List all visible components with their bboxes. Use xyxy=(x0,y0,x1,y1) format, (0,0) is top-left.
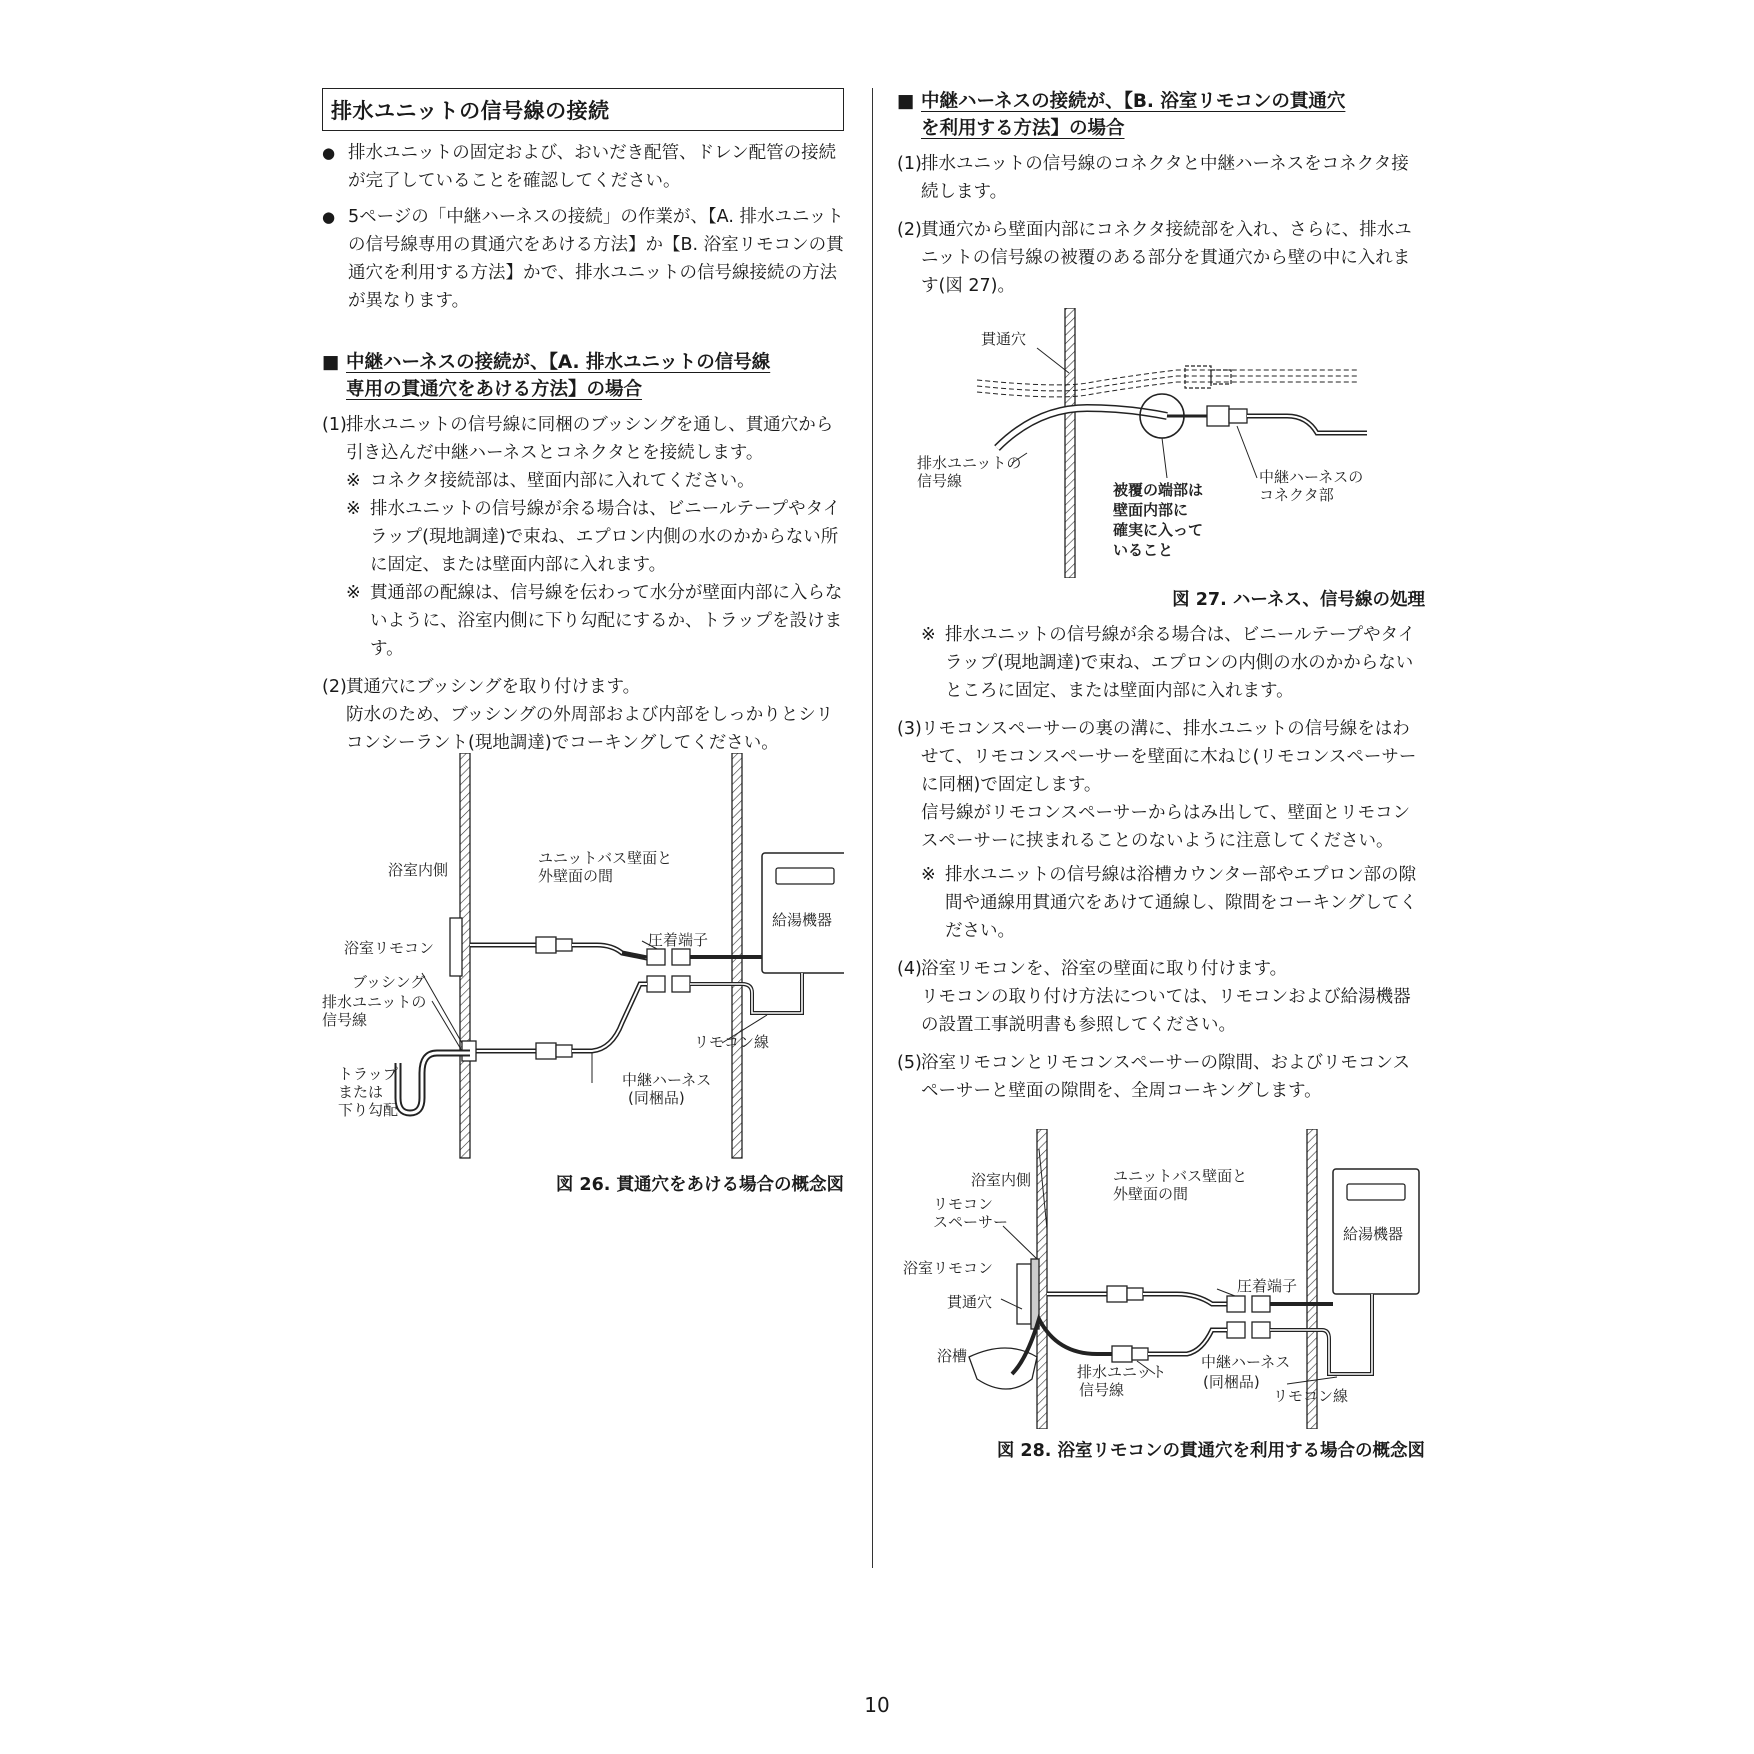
label-hole: 貫通穴 xyxy=(947,1293,993,1311)
right-column xyxy=(897,88,1425,1462)
step-text: リモコンの取り付け方法については、リモコンおよび給湯機器の設置工事説明書も参照してください。 xyxy=(921,987,1411,1035)
step-text: リモコンスペーサーの裏の溝に、排水ユニットの信号線をはわせて、リモコンスペーサーを壁面に木ねじ(リモコンスペーサーに同梱)で固定します。 xyxy=(921,719,1417,795)
note-mark: ※ xyxy=(346,471,361,491)
label-remote-wire: リモコン線 xyxy=(1273,1387,1349,1405)
label-heater: 給湯機器 xyxy=(1343,1225,1404,1243)
figure-27 xyxy=(897,308,1425,578)
label-harness-1: 中継ハーネスの xyxy=(1259,468,1364,486)
heading-method-b xyxy=(897,88,1425,142)
bullet-icon: ● xyxy=(322,144,336,162)
heading-method-a xyxy=(322,349,844,403)
step-text: 貫通穴にブッシングを取り付けます。 xyxy=(346,677,641,697)
step-text: 信号線がリモコンスペーサーからはみ出して、壁面とリモコンスペーサーに挟まれることのないように注意してください。 xyxy=(921,803,1411,851)
step-5 xyxy=(897,1049,1425,1105)
note xyxy=(322,495,844,579)
step-number: (4) xyxy=(897,959,922,979)
label-harness-2: コネクタ部 xyxy=(1259,486,1334,504)
label-tub: 浴槽 xyxy=(937,1347,968,1365)
step-number: (3) xyxy=(897,719,922,739)
heading-line: 中継ハーネスの接続が、【A. 排水ユニットの信号線 xyxy=(346,352,771,373)
label-between-1: ユニットバス壁面と xyxy=(1113,1167,1248,1185)
note-text: 排水ユニットの信号線は浴槽カウンター部やエプロン部の隙間や通線用貫通穴をあけて通線し、隙間をコーキングしてください。 xyxy=(945,865,1417,941)
section-title: 排水ユニットの信号線の接続 xyxy=(322,88,844,131)
label-drain-signal-1: 排水ユニットの xyxy=(917,454,1022,472)
square-icon: ■ xyxy=(322,352,340,373)
label-crimp: 圧着端子 xyxy=(648,931,709,949)
figure-26 xyxy=(322,753,844,1163)
heading-line: 専用の貫通穴をあける方法】の場合 xyxy=(346,379,643,400)
label-note-3: 確実に入って xyxy=(1113,521,1204,539)
heading-line: を利用する方法】の場合 xyxy=(921,118,1125,139)
note xyxy=(897,621,1425,705)
bullet-text: 排水ユニットの固定および、おいだき配管、ドレン配管の接続が完了していることを確認してください。 xyxy=(348,143,837,191)
remote-unit xyxy=(1017,1264,1031,1324)
note-mark: ※ xyxy=(346,499,361,519)
step-3 xyxy=(897,715,1425,855)
note-text: 貫通部の配線は、信号線を伝わって水分が壁面内部に入らないように、浴室内側に下り勾配にするか、トラップを設けます。 xyxy=(370,583,843,659)
figure-28-caption: 図 28. 浴室リモコンの貫通穴を利用する場合の概念図 xyxy=(996,1441,1425,1461)
figure-26-caption: 図 26. 貫通穴をあける場合の概念図 xyxy=(555,1175,844,1195)
label-trap-3: 下り勾配 xyxy=(338,1101,399,1119)
label-crimp: 圧着端子 xyxy=(1237,1277,1298,1295)
note xyxy=(322,467,844,495)
step-text: 貫通穴から壁面内部にコネクタ接続部を入れ、さらに、排水ユニットの信号線の被覆のある部分を貫通穴から壁の中に入れます(図 27)。 xyxy=(921,220,1412,296)
label-bath-inside: 浴室内側 xyxy=(388,861,449,879)
label-bath-inside: 浴室内側 xyxy=(971,1171,1032,1189)
wall xyxy=(1065,308,1075,578)
heading-line: 中継ハーネスの接続が、【B. 浴室リモコンの貫通穴 xyxy=(921,91,1346,112)
step-number: (1) xyxy=(322,415,347,435)
step-text: 排水ユニットの信号線のコネクタと中継ハーネスをコネクタ接続します。 xyxy=(921,154,1409,202)
page-number: 10 xyxy=(864,1693,890,1717)
figure-27-caption: 図 27. ハーネス、信号線の処理 xyxy=(1172,590,1425,610)
note xyxy=(322,579,844,663)
left-column xyxy=(322,88,844,1196)
step-number: (5) xyxy=(897,1053,922,1073)
label-trap-1: トラップ xyxy=(338,1065,398,1083)
bullet-icon: ● xyxy=(322,208,336,226)
label-between-2: 外壁面の間 xyxy=(538,867,614,885)
label-harness: 中継ハーネス xyxy=(622,1071,712,1089)
label-heater: 給湯機器 xyxy=(772,911,833,929)
label-note-1: 被覆の端部は xyxy=(1113,481,1204,499)
label-drain-signal-1: 排水ユニットの xyxy=(322,993,427,1011)
label-drain-signal-2: 信号線 xyxy=(917,472,963,490)
label-bushing: ブッシング xyxy=(352,973,426,991)
bullet-text: 5ページの「中継ハーネスの接続」の作業が、【A. 排水ユニットの信号線専用の貫通穴をあける方法】か【B. 浴室リモコンの貫通穴を利用する方法】かで、排水ユニットの信号線接続の方法が異なります。 xyxy=(348,207,844,311)
label-remote-wire: リモコン線 xyxy=(694,1033,770,1051)
step-2 xyxy=(897,216,1425,300)
note-mark: ※ xyxy=(921,865,936,885)
note xyxy=(897,861,1425,945)
label-between-1: ユニットバス壁面と xyxy=(538,849,673,867)
step-1 xyxy=(322,411,844,467)
label-remote: 浴室リモコン xyxy=(903,1259,994,1277)
column-divider xyxy=(872,88,873,1568)
label-note-2: 壁面内部に xyxy=(1113,501,1189,519)
outer-wall xyxy=(1307,1129,1317,1429)
step-2 xyxy=(322,673,844,757)
label-included: (同梱品) xyxy=(1203,1373,1260,1391)
note-mark: ※ xyxy=(921,625,936,645)
bullet-item xyxy=(322,139,844,195)
remote-unit xyxy=(450,918,462,976)
label-drain-signal-2: 信号線 xyxy=(322,1011,368,1029)
label-harness: 中継ハーネス xyxy=(1201,1353,1291,1371)
label-included: (同梱品) xyxy=(628,1089,685,1107)
step-1 xyxy=(897,150,1425,206)
label-hole: 貫通穴 xyxy=(981,330,1027,348)
step-number: (2) xyxy=(322,677,347,697)
note-text: 排水ユニットの信号線が余る場合は、ビニールテープやタイラップ(現地調達)で束ね、エプロン内側の水のかからない所に固定、または壁面内部に入れます。 xyxy=(370,499,841,575)
label-spacer-2: スペーサー xyxy=(933,1213,1009,1231)
note-mark: ※ xyxy=(346,583,361,603)
step-text: 浴室リモコンとリモコンスペーサーの隙間、およびリモコンスペーサーと壁面の隙間を、全周コーキングします。 xyxy=(921,1053,1410,1101)
label-trap-2: または xyxy=(338,1083,384,1101)
step-number: (2) xyxy=(897,220,922,240)
square-icon: ■ xyxy=(897,91,915,112)
label-drain-signal-2: 信号線 xyxy=(1079,1381,1125,1399)
label-spacer-1: リモコン xyxy=(933,1195,994,1213)
step-4 xyxy=(897,955,1425,1039)
step-text: 防水のため、ブッシングの外周部および内部をしっかりとシリコンシーラント(現地調達)でコーキングしてください。 xyxy=(346,705,834,753)
label-between-2: 外壁面の間 xyxy=(1113,1185,1189,1203)
step-text: 浴室リモコンを、浴室の壁面に取り付けます。 xyxy=(921,959,1288,979)
step-text: 排水ユニットの信号線に同梱のブッシングを通し、貫通穴から引き込んだ中継ハーネスとコネクタとを接続します。 xyxy=(346,415,834,463)
label-remote: 浴室リモコン xyxy=(344,939,435,957)
step-number: (1) xyxy=(897,154,922,174)
note-text: 排水ユニットの信号線が余る場合は、ビニールテープやタイラップ(現地調達)で束ね、エプロンの内側の水のかからないところに固定、または壁面内部に入れます。 xyxy=(945,625,1416,701)
figure-26-drawing xyxy=(322,753,844,1163)
label-note-4: いること xyxy=(1113,541,1174,559)
note-text: コネクタ接続部は、壁面内部に入れてください。 xyxy=(370,471,755,491)
label-drain-signal-1: 排水ユニット xyxy=(1077,1363,1167,1381)
figure-28 xyxy=(897,1129,1425,1429)
bullet-item xyxy=(322,203,844,315)
